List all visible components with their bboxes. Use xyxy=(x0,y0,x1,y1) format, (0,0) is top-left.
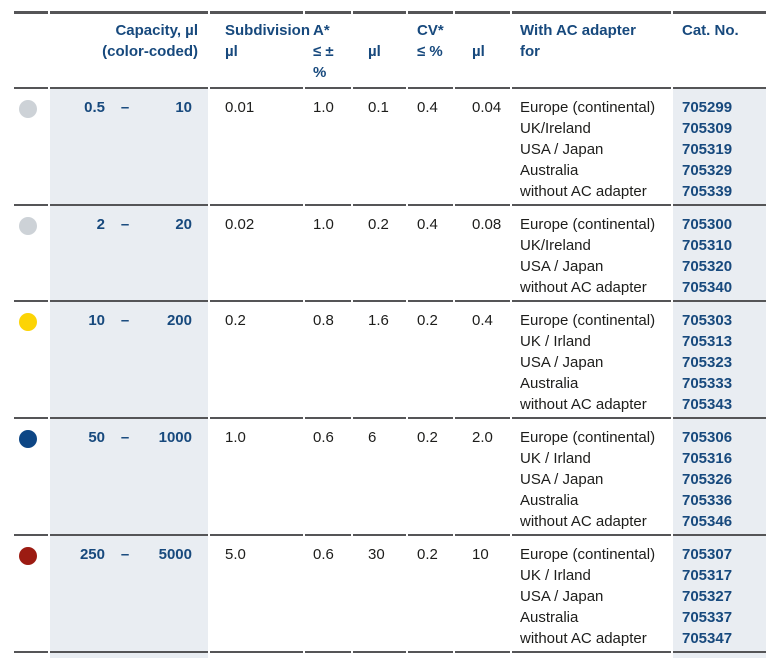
cat-no-value: 705333 xyxy=(682,375,733,392)
col-header-cat-no xyxy=(673,11,766,89)
table-row xyxy=(14,89,766,206)
cat-no-value: 705340 xyxy=(682,279,733,296)
cat-no-value: 705323 xyxy=(682,354,733,371)
table-row xyxy=(14,536,766,653)
capacity-max-value: 20 xyxy=(175,216,192,233)
subdivision-value: 5.0 xyxy=(210,536,303,653)
col-header-capacity-line1: Capacity, µl xyxy=(115,22,198,39)
color-code-cell xyxy=(14,206,48,302)
col-header-cat-no-label: Cat. No. xyxy=(682,22,739,39)
col-header-cv-line1: CV* xyxy=(417,22,444,39)
col-header-cv-line2: ≤ % xyxy=(417,43,443,60)
cat-no-value: 705313 xyxy=(682,333,733,350)
spacer-cell xyxy=(305,653,351,658)
adapter-region-label: without AC adapter xyxy=(520,396,647,413)
cat-no-value: 705346 xyxy=(682,513,733,530)
col-header-subdivision xyxy=(210,11,311,89)
adapter-region-label: Australia xyxy=(520,492,579,509)
accuracy-percent-value: 0.6 xyxy=(305,419,351,536)
cat-no-cell xyxy=(673,419,766,536)
cat-no-value: 705309 xyxy=(682,120,733,137)
col-header-accuracy-line1: A* xyxy=(313,22,330,39)
spacer-cell xyxy=(408,653,453,658)
capacity-range-dash: – xyxy=(120,216,130,233)
cv-percent-value: 0.2 xyxy=(408,419,453,536)
col-header-cv-volume-label: µl xyxy=(472,43,485,60)
spacer-cell-capacity xyxy=(50,653,208,658)
cat-no-value: 705300 xyxy=(682,216,733,233)
col-header-capacity-line2: (color-coded) xyxy=(102,43,198,60)
cat-no-value: 705303 xyxy=(682,312,733,329)
capacity-range-cell xyxy=(50,206,208,302)
cat-no-value: 705343 xyxy=(682,396,733,413)
cat-no-cell xyxy=(673,302,766,419)
pipette-spec-table xyxy=(14,11,766,658)
table-footer-spacer xyxy=(14,653,766,658)
capacity-max-value: 200 xyxy=(166,312,192,329)
spacer-cell xyxy=(210,653,303,658)
spacer-cell-cat-no xyxy=(673,653,766,658)
capacity-range-dash: – xyxy=(120,429,130,446)
subdivision-value: 0.02 xyxy=(210,206,303,302)
col-header-ac-adapter-line1: With AC adapter xyxy=(520,22,636,39)
color-code-dot-icon xyxy=(19,100,37,118)
cat-no-value: 705329 xyxy=(682,162,733,179)
table-body xyxy=(14,89,766,653)
capacity-range-dash: – xyxy=(120,312,130,329)
adapter-region-label: without AC adapter xyxy=(520,513,647,530)
cat-no-value: 705347 xyxy=(682,630,733,647)
capacity-range-cell xyxy=(50,536,208,653)
cv-volume-value: 0.08 xyxy=(455,206,510,302)
adapter-region-label: without AC adapter xyxy=(520,279,647,296)
adapter-region-label: Europe (continental) xyxy=(520,429,656,446)
accuracy-percent-value: 1.0 xyxy=(305,206,351,302)
adapter-region-label: UK / Irland xyxy=(520,567,591,584)
cv-percent-value: 0.2 xyxy=(408,536,453,653)
capacity-range-cell xyxy=(50,89,208,206)
capacity-range-cell xyxy=(50,419,208,536)
cat-no-value: 705319 xyxy=(682,141,733,158)
cat-no-cell xyxy=(673,536,766,653)
accuracy-percent-value: 0.6 xyxy=(305,536,351,653)
capacity-range-dash: – xyxy=(120,99,130,116)
col-header-accuracy-line2: ≤ ± % xyxy=(313,43,334,81)
col-header-subdivision-line1: Subdivision xyxy=(225,22,311,39)
color-code-dot-icon xyxy=(19,313,37,331)
adapter-region-label: UK / Irland xyxy=(520,450,591,467)
capacity-min-value: 250 xyxy=(79,546,105,563)
cat-no-value: 705327 xyxy=(682,588,733,605)
accuracy-volume-value: 6 xyxy=(353,419,406,536)
accuracy-volume-value: 0.2 xyxy=(353,206,406,302)
cv-volume-value: 10 xyxy=(455,536,510,653)
cat-no-value: 705326 xyxy=(682,471,733,488)
adapter-region-label: USA / Japan xyxy=(520,588,604,605)
adapter-region-label: Australia xyxy=(520,162,579,179)
cat-no-value: 705317 xyxy=(682,567,733,584)
adapter-region-label: Australia xyxy=(520,609,579,626)
table-row xyxy=(14,302,766,419)
color-code-cell xyxy=(14,89,48,206)
capacity-max-value: 1000 xyxy=(158,429,192,446)
cat-no-value: 705337 xyxy=(682,609,733,626)
color-code-cell xyxy=(14,419,48,536)
cv-volume-value: 0.04 xyxy=(455,89,510,206)
col-header-accuracy-volume-label: µl xyxy=(368,43,381,60)
adapter-region-label: Europe (continental) xyxy=(520,546,656,563)
adapter-regions-cell xyxy=(512,302,671,419)
col-header-color-dot xyxy=(14,11,48,89)
col-header-capacity xyxy=(50,11,208,89)
accuracy-percent-value: 0.8 xyxy=(305,302,351,419)
capacity-range-dash: – xyxy=(120,546,130,563)
color-code-dot-icon xyxy=(19,217,37,235)
adapter-regions-cell xyxy=(512,419,671,536)
adapter-region-label: Europe (continental) xyxy=(520,216,656,233)
cat-no-value: 705336 xyxy=(682,492,733,509)
capacity-max-value: 5000 xyxy=(158,546,192,563)
spacer-cell xyxy=(353,653,406,658)
cat-no-value: 705306 xyxy=(682,429,733,446)
col-header-accuracy-volume-spacer xyxy=(368,20,406,41)
cv-percent-value: 0.2 xyxy=(408,302,453,419)
spacer-cell xyxy=(455,653,510,658)
adapter-region-label: Europe (continental) xyxy=(520,99,656,116)
accuracy-volume-value: 1.6 xyxy=(353,302,406,419)
color-code-cell xyxy=(14,302,48,419)
spacer-cell xyxy=(14,653,48,658)
adapter-regions-cell xyxy=(512,89,671,206)
table-row xyxy=(14,419,766,536)
spacer-cell xyxy=(512,653,671,658)
adapter-region-label: without AC adapter xyxy=(520,183,647,200)
cat-no-value: 705320 xyxy=(682,258,733,275)
capacity-min-value: 50 xyxy=(88,429,105,446)
adapter-regions-cell xyxy=(512,206,671,302)
cat-no-value: 705299 xyxy=(682,99,733,116)
adapter-region-label: USA / Japan xyxy=(520,471,604,488)
adapter-region-label: UK/Ireland xyxy=(520,237,591,254)
table-row xyxy=(14,206,766,302)
cv-volume-value: 2.0 xyxy=(455,419,510,536)
col-header-ac-adapter-line2: for xyxy=(520,43,540,60)
accuracy-volume-value: 0.1 xyxy=(353,89,406,206)
adapter-region-label: UK/Ireland xyxy=(520,120,591,137)
col-header-cv-volume xyxy=(455,11,510,89)
adapter-region-label: Europe (continental) xyxy=(520,312,656,329)
cv-volume-value: 0.4 xyxy=(455,302,510,419)
col-header-cv xyxy=(408,11,453,89)
adapter-regions-cell xyxy=(512,536,671,653)
adapter-region-label: without AC adapter xyxy=(520,630,647,647)
col-header-subdivision-line2: µl xyxy=(225,43,238,60)
adapter-region-label: Australia xyxy=(520,375,579,392)
adapter-region-label: USA / Japan xyxy=(520,354,604,371)
subdivision-value: 1.0 xyxy=(210,419,303,536)
adapter-region-label: UK / Irland xyxy=(520,333,591,350)
col-header-accuracy xyxy=(305,11,351,89)
accuracy-percent-value: 1.0 xyxy=(305,89,351,206)
col-header-accuracy-volume xyxy=(353,11,406,89)
capacity-min-value: 10 xyxy=(88,312,105,329)
capacity-min-value: 2 xyxy=(96,216,105,233)
cat-no-cell xyxy=(673,206,766,302)
capacity-min-value: 0.5 xyxy=(84,99,105,116)
cv-percent-value: 0.4 xyxy=(408,206,453,302)
col-header-ac-adapter xyxy=(512,11,671,89)
subdivision-value: 0.2 xyxy=(210,302,303,419)
col-header-cv-volume-spacer xyxy=(472,20,510,41)
color-code-dot-icon xyxy=(19,547,37,565)
cat-no-value: 705339 xyxy=(682,183,733,200)
table-header-row xyxy=(14,11,766,89)
capacity-max-value: 10 xyxy=(175,99,192,116)
cv-percent-value: 0.4 xyxy=(408,89,453,206)
adapter-region-label: USA / Japan xyxy=(520,258,604,275)
cat-no-value: 705316 xyxy=(682,450,733,467)
accuracy-volume-value: 30 xyxy=(353,536,406,653)
subdivision-value: 0.01 xyxy=(210,89,303,206)
adapter-region-label: USA / Japan xyxy=(520,141,604,158)
color-code-dot-icon xyxy=(19,430,37,448)
color-code-cell xyxy=(14,536,48,653)
catalog-spec-page xyxy=(0,11,775,647)
cat-no-value: 705307 xyxy=(682,546,733,563)
cat-no-value: 705310 xyxy=(682,237,733,254)
capacity-range-cell xyxy=(50,302,208,419)
cat-no-cell xyxy=(673,89,766,206)
